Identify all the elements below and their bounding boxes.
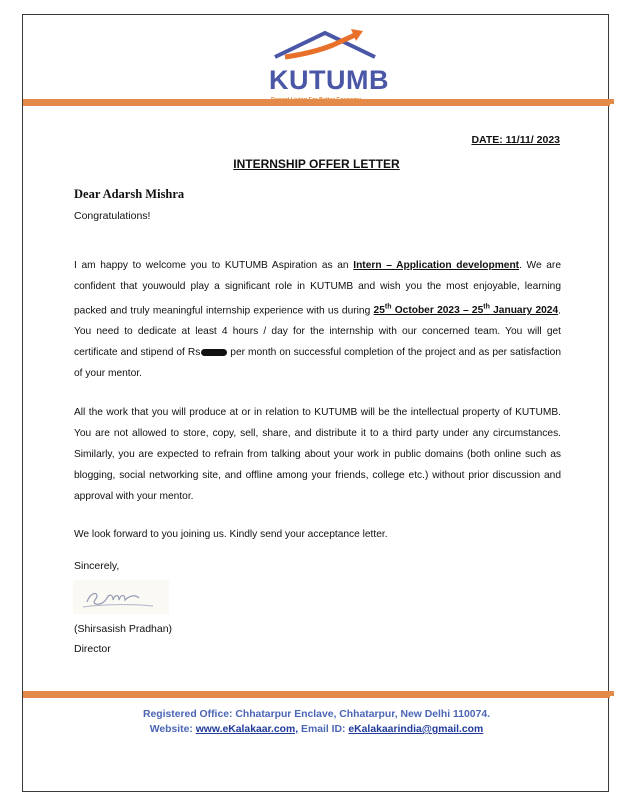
registered-office: Registered Office: Chhatarpur Enclave, Chhatarpur, New Delhi 110074.	[142, 709, 491, 720]
footer-divider-bar	[23, 691, 610, 698]
footer	[23, 707, 610, 737]
congratulations-line: Congratulations!	[74, 210, 151, 222]
signer-designation: Director	[74, 643, 111, 655]
internship-role: Intern – Application development	[353, 260, 520, 271]
paragraph-ip: All the work that you will produce at or in relation to KUTUMB will be the intellectual property of KUTUMB. You are not allowed to store, copy, sell, share, and distribute it to a third party under any circumstances. Similarly, you are expected to refrain from talking about your work in public domains (both online such as blogging, social networking site, and offline among your friends, college etc.) without prior discussion and approval with your mentor.	[74, 407, 561, 502]
signer-name: (Shirsasish Pradhan)	[74, 623, 173, 635]
letter-title: INTERNSHIP OFFER LETTER	[233, 157, 400, 171]
sign-off: Sincerely,	[74, 560, 120, 572]
signature-image	[73, 580, 169, 614]
kutumb-logo	[263, 27, 389, 109]
logo-wordmark: KUTUMB	[269, 65, 389, 95]
redacted-stipend	[201, 349, 227, 356]
internship-period: 25th October 2023 – 25th January 2024	[373, 304, 559, 317]
letter-page	[22, 14, 609, 792]
letter-date: DATE: 11/11/ 2023	[471, 134, 560, 146]
website-link[interactable]: www.eKalakaar.com,	[195, 724, 299, 735]
contact-line: Website: www.eKalakaar.com, Email ID: eKalakaarindia@gmail.com	[149, 724, 484, 735]
paragraph-closing: We look forward to you joining us. Kindly send your acceptance letter.	[74, 529, 388, 540]
paragraph-welcome: I am happy to welcome you to KUTUMB Aspiration as an Intern – Application development. We are confident that youwould play a significant role in KUTUMB and wish you the most enjoyable, learning packed and truly meaningful internship experience with us during 25th October 2023 – 25th January 2024. You need to dedicate at least 4 hours / day for the internship with our concerned team. You will get certificate and stipend of Rs per month on successful completion of the project and as per satisfaction of your mentor.	[74, 260, 561, 380]
house-roof-icon	[263, 27, 383, 67]
salutation: Dear Adarsh Mishra	[74, 187, 185, 201]
email-link[interactable]: eKalakaarindia@gmail.com	[348, 724, 484, 735]
header-divider-bar	[23, 99, 610, 106]
signer-block	[74, 619, 172, 659]
